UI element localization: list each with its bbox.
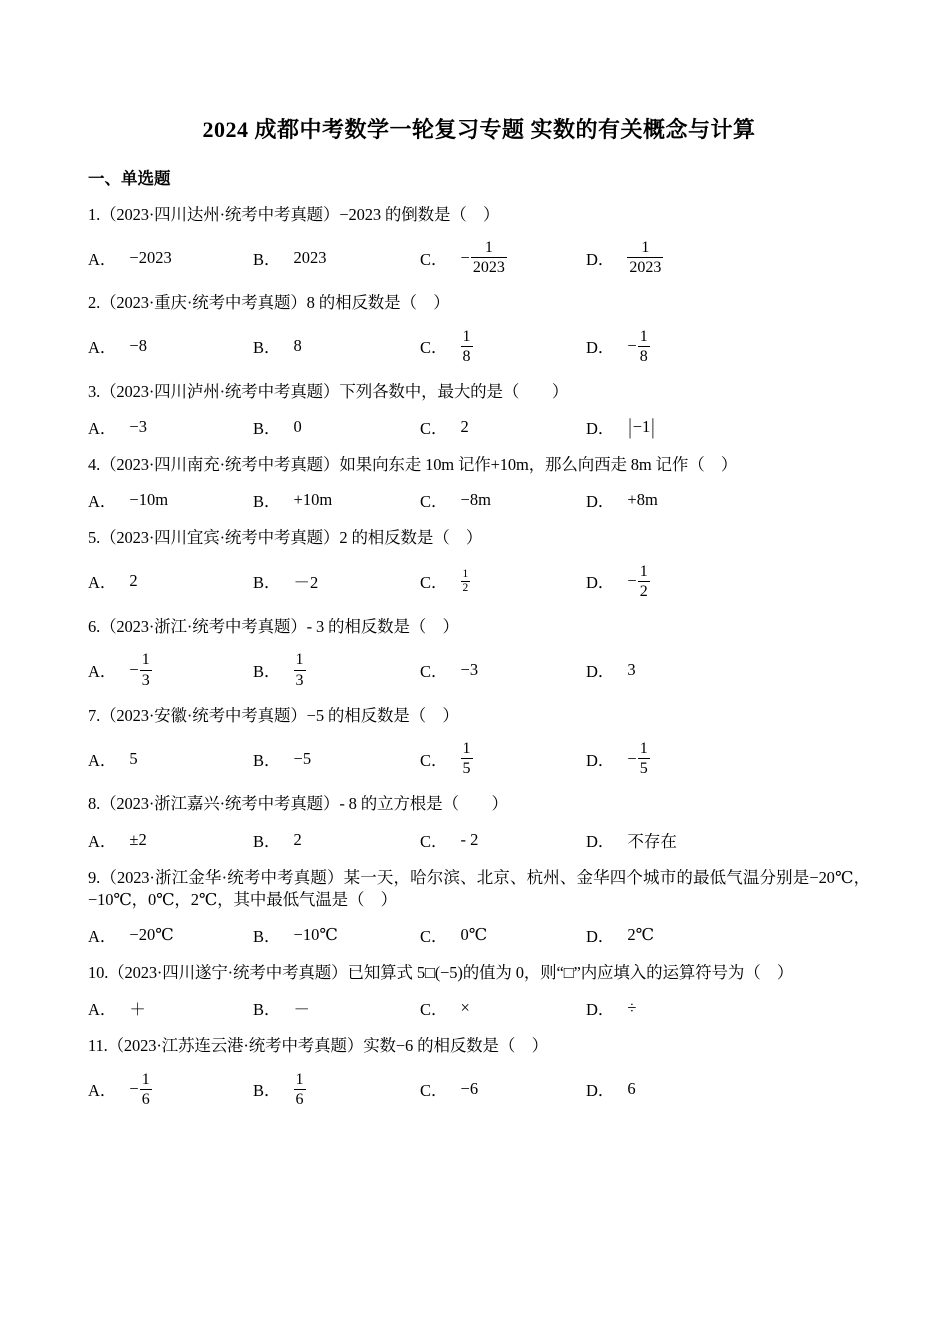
option-C — [420, 488, 586, 512]
option-label: C． — [420, 338, 448, 358]
option-value: 2023 — [293, 247, 327, 267]
minus-sign: − — [460, 247, 470, 267]
option-B — [253, 923, 420, 947]
option-A — [88, 569, 253, 593]
option-value: × — [460, 998, 470, 1018]
option-label: D． — [586, 573, 615, 593]
option-value: －2 — [293, 573, 319, 593]
question-7 — [88, 705, 870, 779]
question-stem: 11.（2023·江苏连云港·统考中考真题）实数−6 的相反数是（ ） — [88, 1036, 548, 1056]
option-value: 5 — [129, 748, 138, 768]
option-A — [88, 1070, 253, 1109]
option-D — [586, 923, 870, 947]
fraction — [638, 327, 650, 366]
option-D — [586, 238, 870, 277]
question-stem: 4.（2023·四川南充·统考中考真题）如果向东走 10m 记作+10m，那么向西走 8m 记作（ ） — [88, 455, 738, 475]
option-value — [129, 1070, 151, 1109]
options-row — [88, 327, 870, 366]
option-value: 2℃ — [627, 925, 655, 945]
fraction-numerator: 1 — [295, 1070, 304, 1088]
option-D — [586, 415, 870, 439]
abs-bar: | — [651, 413, 655, 440]
option-label: A． — [88, 831, 117, 851]
option-value: −3 — [460, 660, 479, 679]
option-label: C． — [420, 492, 448, 512]
option-label: D． — [586, 1081, 615, 1101]
option-label: B． — [253, 249, 281, 269]
option-A — [88, 650, 253, 689]
option-value: +10m — [293, 490, 333, 510]
fraction-numerator: 1 — [141, 1070, 150, 1088]
option-A — [88, 415, 253, 439]
abs-bar: | — [628, 413, 632, 440]
option-C — [420, 828, 586, 852]
option-D — [586, 828, 870, 852]
fraction — [461, 327, 473, 366]
question-6 — [88, 616, 870, 690]
option-label: C． — [420, 750, 448, 770]
option-label: A． — [88, 573, 117, 593]
option-D — [586, 1077, 870, 1101]
fraction — [627, 238, 663, 277]
options-row — [88, 238, 870, 277]
question-stem: 8.（2023·浙江嘉兴·统考中考真题）- 8 的立方根是（ ） — [88, 794, 508, 814]
option-label: D． — [586, 662, 615, 681]
option-label: B． — [253, 662, 281, 681]
option-label: B． — [253, 750, 281, 770]
options-row — [88, 739, 870, 778]
option-A — [88, 334, 253, 358]
fraction-denominator: 2023 — [629, 259, 662, 277]
option-label: C． — [420, 662, 448, 681]
options-row — [88, 562, 870, 601]
question-stem: 1.（2023·四川达州·统考中考真题）−2023 的倒数是（ ） — [88, 204, 500, 224]
option-label: B． — [253, 831, 281, 851]
option-B — [253, 569, 420, 593]
option-label: A． — [88, 1081, 117, 1101]
option-value — [627, 739, 649, 778]
option-A — [88, 996, 253, 1020]
abs-value: −1 — [632, 417, 651, 437]
option-value: 3 — [627, 660, 636, 679]
option-value: −8m — [460, 490, 491, 510]
fraction — [140, 650, 152, 689]
question-stem: 7.（2023·安徽·统考中考真题）−5 的相反数是（ ） — [88, 705, 459, 725]
minus-sign: − — [627, 336, 637, 356]
option-B — [253, 650, 420, 689]
option-value — [461, 739, 473, 778]
minus-sign: − — [129, 660, 139, 679]
fraction-numerator: 1 — [639, 327, 648, 345]
page-title: 2024 成都中考数学一轮复习专题 实数的有关概念与计算 — [202, 117, 756, 142]
option-value: ÷ — [627, 998, 637, 1018]
minus-sign: − — [627, 748, 637, 768]
option-label: C． — [420, 249, 448, 269]
option-value: −20℃ — [129, 925, 174, 945]
option-C — [420, 238, 586, 277]
question-4 — [88, 454, 870, 512]
fraction-denominator: 3 — [295, 671, 304, 689]
option-value — [461, 238, 507, 277]
option-value: - 2 — [460, 829, 479, 849]
option-label: C． — [420, 573, 448, 593]
option-value: +8m — [627, 490, 658, 510]
option-value — [627, 413, 655, 440]
option-label: D． — [586, 249, 615, 269]
option-C — [420, 327, 586, 366]
option-value: 2 — [293, 829, 302, 849]
option-A — [88, 747, 253, 771]
option-C — [420, 568, 586, 595]
fraction-numerator: 1 — [484, 238, 493, 256]
option-label: B． — [253, 927, 281, 947]
minus-sign: − — [627, 571, 637, 591]
option-value: 8 — [293, 336, 302, 356]
fraction-numerator: 1 — [295, 651, 304, 669]
fraction — [140, 1070, 152, 1109]
option-label: C． — [420, 1000, 448, 1020]
option-value: −8 — [129, 336, 147, 356]
option-label: A． — [88, 927, 117, 947]
option-C — [420, 415, 586, 439]
fraction — [294, 650, 306, 689]
option-label: A． — [88, 249, 117, 269]
option-B — [253, 747, 420, 771]
options-row — [88, 923, 870, 947]
option-A — [88, 246, 253, 270]
options-row — [88, 996, 870, 1020]
question-9 — [88, 867, 870, 948]
option-value: −3 — [129, 417, 147, 437]
fraction — [294, 1070, 306, 1109]
option-label: B． — [253, 419, 281, 439]
option-value — [294, 1070, 306, 1109]
option-C — [420, 739, 586, 778]
question-1 — [88, 204, 870, 278]
question-stem: 10.（2023·四川遂宁·统考中考真题）已知算式 5□(−5)的值为 0，则“□”内应填入的运算符号为（ ） — [88, 963, 794, 983]
option-label: A． — [88, 662, 117, 681]
option-label: D． — [586, 1000, 615, 1020]
options-row — [88, 488, 870, 512]
fraction-denominator: 2 — [639, 582, 648, 600]
option-A — [88, 923, 253, 947]
option-label: A． — [88, 750, 117, 770]
fraction-numerator: 1 — [141, 651, 150, 669]
section-heading: 一、单选题 — [88, 168, 171, 188]
option-label: A． — [88, 492, 117, 512]
option-B — [253, 1070, 420, 1109]
option-label: A． — [88, 338, 117, 358]
minus-sign: − — [129, 1079, 139, 1099]
option-label: D． — [586, 338, 615, 358]
option-D — [586, 562, 870, 601]
option-value — [627, 238, 663, 277]
option-label: B． — [253, 573, 281, 593]
fraction — [461, 568, 471, 595]
fraction-denominator: 3 — [141, 671, 150, 689]
option-value: −2023 — [129, 247, 172, 267]
fraction-denominator: 2 — [462, 581, 469, 594]
option-C — [420, 658, 586, 682]
fraction-denominator: 2023 — [472, 259, 505, 277]
fraction-denominator: 8 — [462, 347, 471, 365]
option-label: C． — [420, 831, 448, 851]
option-D — [586, 996, 870, 1020]
question-stem: 6.（2023·浙江·统考中考真题）- 3 的相反数是（ ） — [88, 617, 459, 637]
option-label: D． — [586, 492, 615, 512]
fraction — [638, 739, 650, 778]
option-B — [253, 334, 420, 358]
option-D — [586, 488, 870, 512]
option-B — [253, 488, 420, 512]
option-value: −6 — [460, 1079, 479, 1099]
option-label: D． — [586, 419, 615, 439]
option-C — [420, 996, 586, 1020]
option-label: B． — [253, 492, 281, 512]
options-row — [88, 1070, 870, 1109]
option-value — [129, 650, 151, 689]
option-label: C． — [420, 1081, 448, 1101]
question-stem: 5.（2023·四川宜宾·统考中考真题）2 的相反数是（ ） — [88, 528, 483, 548]
option-label: A． — [88, 419, 117, 439]
fraction-denominator: 6 — [295, 1090, 304, 1108]
option-value: 0 — [293, 417, 302, 437]
option-label: A． — [88, 1000, 117, 1020]
option-A — [88, 488, 253, 512]
question-stem: 9.（2023·浙江金华·统考中考真题）某一天，哈尔滨、北京、杭州、金华四个城市的最低气温分别是−20℃，−10℃，0℃，2℃，其中最低气温是（ ） — [88, 867, 870, 909]
question-3 — [88, 381, 870, 439]
fraction-denominator: 6 — [141, 1090, 150, 1108]
option-value: 6 — [627, 1079, 636, 1099]
option-label: D． — [586, 750, 615, 770]
option-C — [420, 1077, 586, 1101]
fraction-numerator: 1 — [639, 562, 648, 580]
fraction-numerator: 1 — [462, 739, 471, 757]
options-row — [88, 650, 870, 689]
option-C — [420, 923, 586, 947]
option-D — [586, 739, 870, 778]
option-D — [586, 658, 870, 682]
option-B — [253, 996, 420, 1020]
question-stem: 2.（2023·重庆·统考中考真题）8 的相反数是（ ） — [88, 293, 450, 313]
fraction-numerator: 1 — [639, 739, 648, 757]
question-5 — [88, 527, 870, 601]
options-row — [88, 828, 870, 852]
fraction — [471, 238, 507, 277]
option-label: B． — [253, 1000, 281, 1020]
fraction — [638, 562, 650, 601]
fraction-denominator: 5 — [639, 760, 648, 778]
option-value: ＋ — [129, 1000, 146, 1020]
option-value: 不存在 — [627, 831, 677, 851]
option-value: 2 — [129, 571, 138, 591]
fraction-denominator: 8 — [639, 347, 648, 365]
option-value: － — [293, 1000, 311, 1020]
option-B — [253, 415, 420, 439]
fraction — [461, 739, 473, 778]
options-row — [88, 415, 870, 439]
option-value: −10℃ — [293, 925, 338, 945]
question-8 — [88, 793, 870, 851]
option-D — [586, 327, 870, 366]
option-B — [253, 828, 420, 852]
question-11 — [88, 1035, 870, 1109]
option-value — [461, 568, 471, 595]
option-value — [294, 650, 306, 689]
question-10 — [88, 962, 870, 1020]
option-label: C． — [420, 419, 448, 439]
option-value — [627, 327, 649, 366]
fraction-numerator: 1 — [462, 327, 471, 345]
fraction-numerator: 1 — [641, 238, 650, 256]
option-A — [88, 828, 253, 852]
option-value: −10m — [129, 490, 169, 510]
question-stem: 3.（2023·四川泸州·统考中考真题）下列各数中，最大的是（ ） — [88, 381, 569, 401]
option-B — [253, 246, 420, 270]
option-value: 2 — [460, 417, 469, 437]
option-value — [627, 562, 649, 601]
questions — [88, 204, 870, 1109]
question-2 — [88, 292, 870, 366]
option-label: D． — [586, 831, 615, 851]
option-label: C． — [420, 927, 448, 947]
option-value: ±2 — [129, 829, 147, 849]
option-label: B． — [253, 338, 281, 358]
option-label: B． — [253, 1081, 281, 1101]
fraction-denominator: 5 — [462, 760, 471, 778]
option-value: −5 — [293, 748, 312, 768]
option-value: 0℃ — [460, 925, 488, 945]
option-value — [461, 327, 473, 366]
fraction-numerator: 1 — [462, 567, 469, 580]
option-label: D． — [586, 927, 615, 947]
